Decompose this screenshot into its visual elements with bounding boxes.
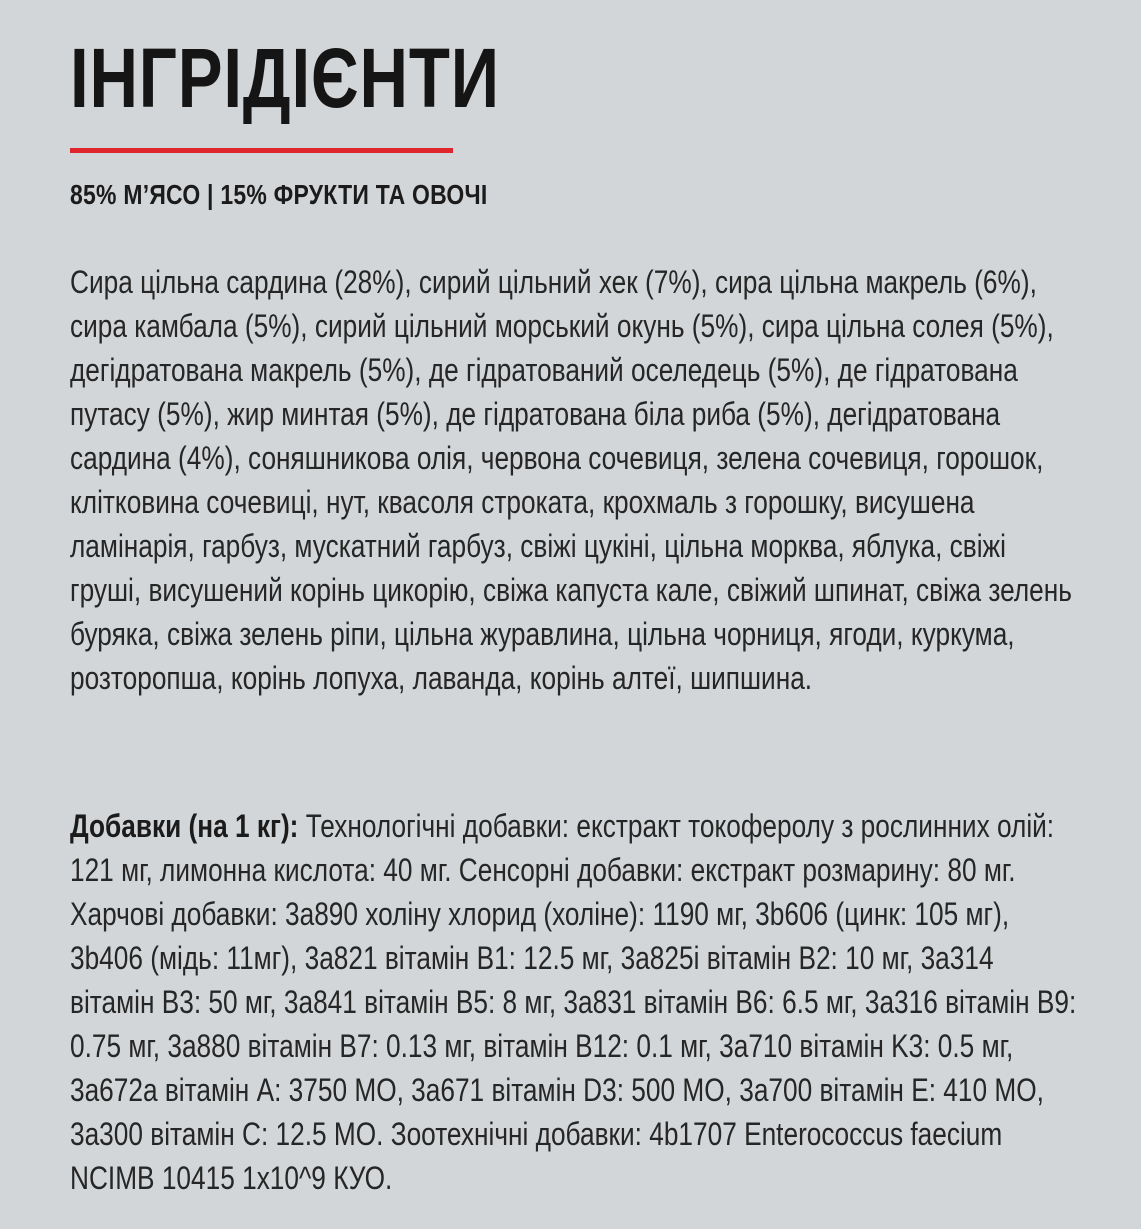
additives-label: Добавки (на 1 кг): <box>70 808 299 844</box>
ingredients-section <box>70 30 1080 1196</box>
composition-ratio: 85% М’ЯСО | 15% ФРУКТИ ТА ОВОЧІ <box>70 179 488 210</box>
additives-list: Технологічні добавки: екстракт токоферолу з рослинних олій: 121 мг, лимонна кислота: 40 мг. Сенсорні добавки: екстракт розмарину: 80 мг. Харчові добавки: 3a890 холіну хлорид (холіне): 1190 мг, 3b606 (цинк: 105 мг), 3b406 (мідь: 11мг), 3a821 вітамін B1: 12.5 мг, 3a825i вітамін B2: 10 мг, 3a314 вітамін B3: 50 мг, 3a841 вітамін B5: 8 мг, 3a831 вітамін B6: 6.5 мг, 3a316 вітамін B9: 0.75 мг, 3a880 вітамін B7: 0.13 мг, вітамін B12: 0.1 мг, 3a710 вітамін K3: 0.5 мг, 3a672a вітамін A: 3750 МО, 3a671 вітамін D3: 500 МО, 3a700 вітамін E: 410 МО, 3a300 вітамін C: 12.5 МО. Зоотехнічні добавки: 4b1707 Enterococcus faecium NCIMB 10415 1x10^9 КУО. <box>70 808 1077 1196</box>
section-title: ІНГРІДІЄНТИ <box>70 31 500 125</box>
ingredients-text: Сира цільна сардина (28%), сирий цільний хек (7%), сира цільна макрель (6%), сира камбала (5%), сирий цільний морський окунь (5%), сира цільна солея (5%), дегідратована макрель (5%), де гідратований оселедець (5%), де гідратована путасу (5%), жир минтая (5%), де гідратована біла риба (5%), дегідратована сардина (4%), соняшникова олія, червона сочевиця, зелена сочевиця, горошок, клітковина сочевиці, нут, квасоля строката, крохмаль з горошку, висушена ламінарія, гарбуз, мускатний гарбуз, свіжі цукіні, цільна морква, яблука, свіжі груші, висушений корінь цикорію, свіжа капуста кале, свіжий шпинат, свіжа зелень буряка, свіжа зелень ріпи, цільна журавлина, цільна чорниця, ягоди, куркума, розторопша, корінь лопуха, лаванда, корінь алтеї, шипшина. <box>70 264 1072 696</box>
title-underline <box>70 148 453 153</box>
additives-text <box>70 804 1079 1200</box>
